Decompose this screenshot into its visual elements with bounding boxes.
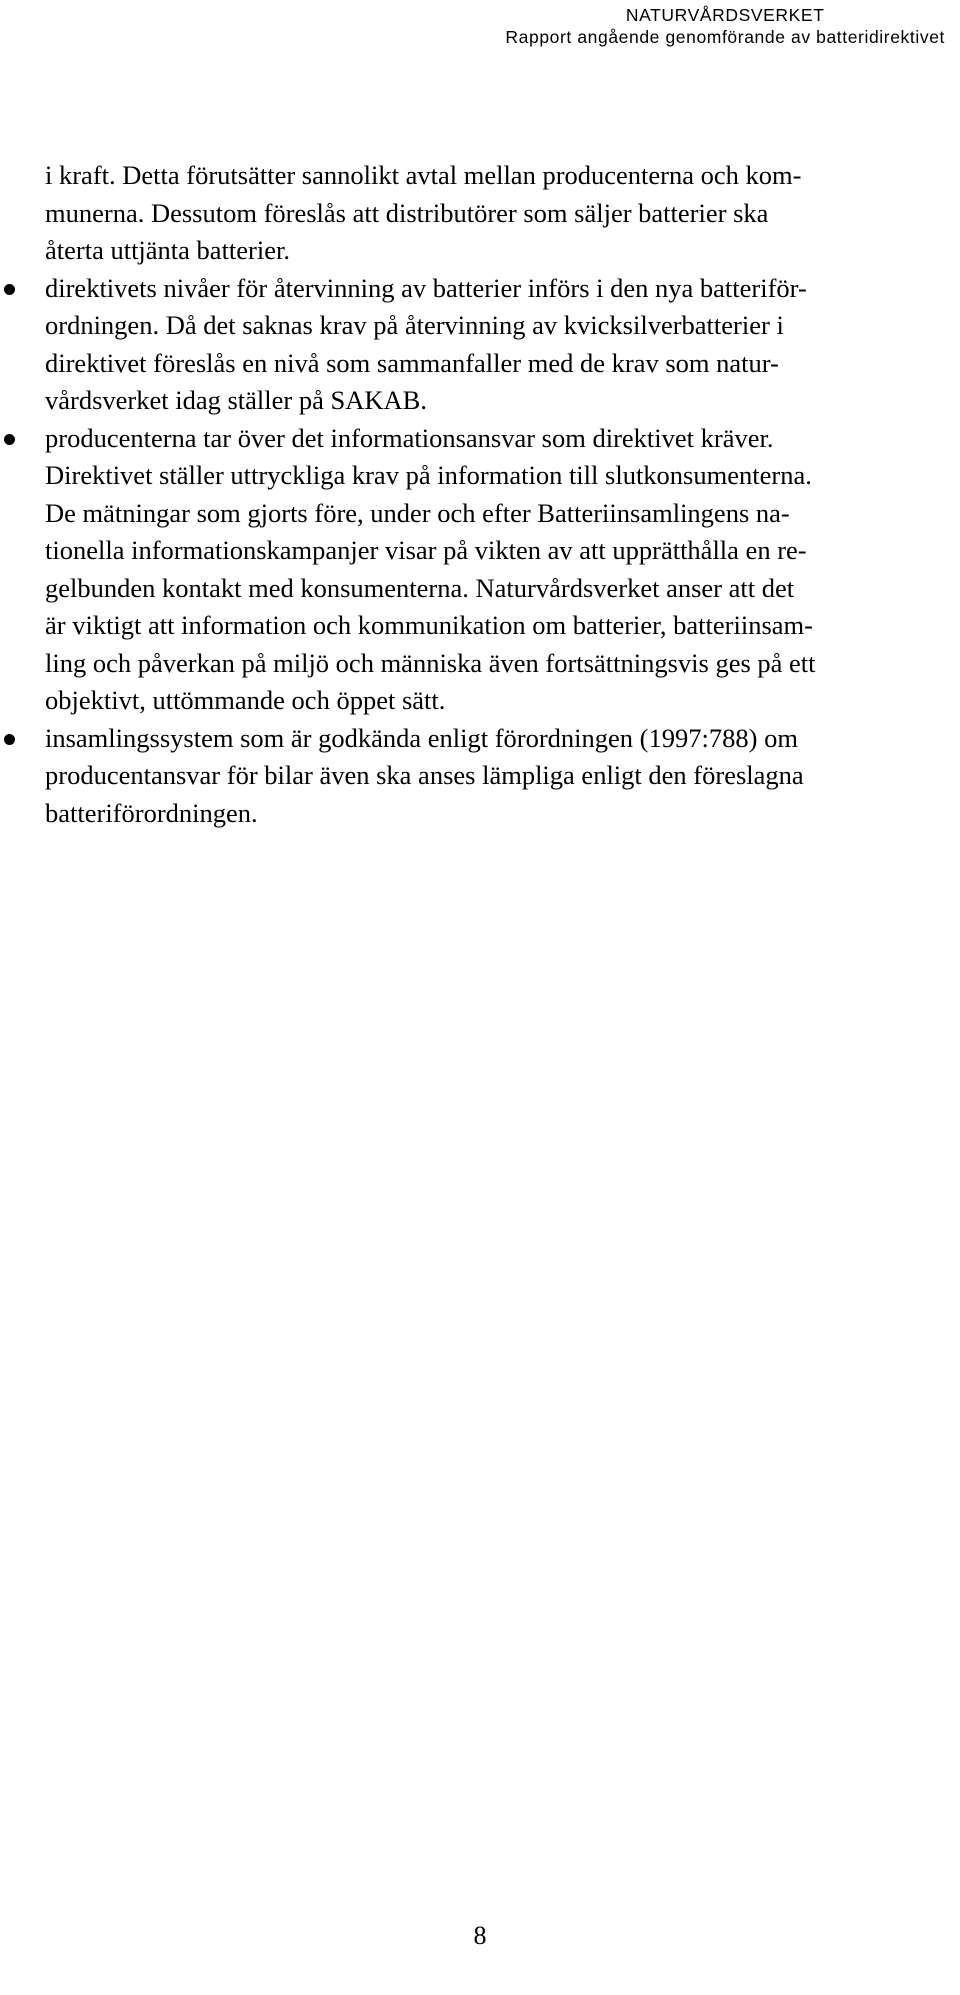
bullet-item (0, 420, 960, 720)
running-header (505, 4, 945, 48)
body-text (0, 157, 960, 832)
header-report-title: Rapport angående genomförande av batteridirektivet (505, 27, 945, 47)
bullet-item (0, 270, 960, 420)
bullet-text: producenterna tar över det informationsansvar som direktivet kräver. Direktivet ställer uttryckliga krav på information till slutkonsumenterna. De mätningar som gjorts före, under och efter Batteriinsamlingens na- tionella informationskampanjer visar på vikten av att upprätthålla en re- gelbunden kontakt med konsumenterna. Naturvårdsverket anser att det är viktigt att information och kommunikation om batterier, batteriinsam- ling och påverkan på miljö och människa även fortsättningsvis ges på ett objektivt, uttömmande och öppet sätt. (45, 422, 816, 715)
header-organization: NATURVÅRDSVERKET (625, 5, 825, 25)
bullet-dot-icon (4, 284, 15, 295)
continuation-paragraph: i kraft. Detta förutsätter sannolikt avtal mellan producenterna och kom- munerna. Dessutom föreslås att distributörer som säljer batterier ska återta uttjänta batterier. (45, 160, 802, 265)
bullet-item (0, 720, 960, 833)
bullet-text: insamlingssystem som är godkända enligt förordningen (1997:788) om producentansvar för bilar även ska anses lämpliga enligt den föreslagna batteriförordningen. (45, 722, 804, 828)
bullet-text: direktivets nivåer för återvinning av batterier införs i den nya batteriför- ordningen. Då det saknas krav på återvinning av kvicksilverbatterier i direktivet föreslås en nivå som sammanfaller med de krav som natur- vårdsverket idag ställer på SAKAB. (45, 272, 807, 415)
bullet-dot-icon (4, 434, 15, 445)
page-number: 8 (473, 1921, 487, 1950)
bullet-dot-icon (4, 734, 15, 745)
